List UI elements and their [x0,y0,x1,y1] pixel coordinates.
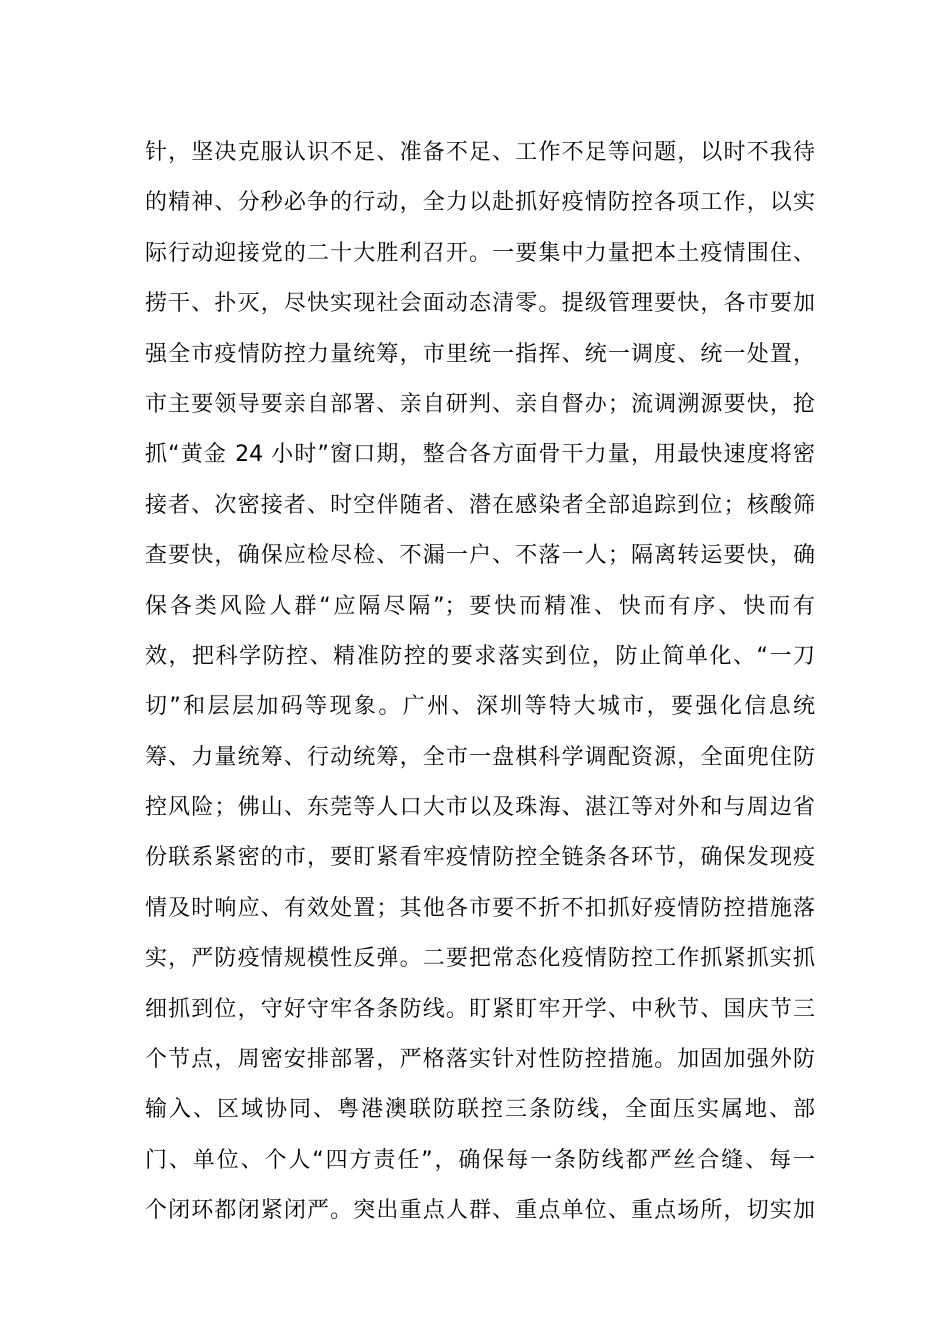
text-line: 个闭环都闭紧闭严。突出重点人群、重点单位、重点场所，切实加 [145,1198,815,1224]
text-line: 情及时响应、有效处置；其他各市要不折不扣抓好疫情防控措施落 [145,895,815,921]
text-line: 控风险；佛山、东莞等人口大市以及珠海、湛江等对外和与周边省 [145,795,815,821]
text-line: 效，把科学防控、精准防控的要求落实到位，防止简单化、“一刀 [145,643,815,669]
text-line: 查要快，确保应检尽检、不漏一户、不落一人；隔离转运要快，确 [145,543,815,569]
text-line: 个节点，周密安排部署，严格落实针对性防控措施。加固加强外防 [145,1047,815,1073]
text-line: 门、单位、个人“四方责任”，确保每一条防线都严丝合缝、每一 [145,1147,815,1173]
text-line: 针，坚决克服认识不足、准备不足、工作不足等问题，以时不我待 [145,140,815,165]
text-line: 接者、次密接者、时空伴随者、潜在感染者全部追踪到位；核酸筛 [145,492,815,518]
text-line: 份联系紧密的市，要盯紧看牢疫情防控全链条各环节，确保发现疫 [145,845,815,871]
text-line: 抓“黄金 24 小时”窗口期，整合各方面骨干力量，用最快速度将密 [145,442,815,468]
text-line: 保各类风险人群“应隔尽隔”；要快而精准、快而有序、快而有 [145,593,815,619]
text-line: 细抓到位，守好守牢各条防线。盯紧盯牢开学、中秋节、国庆节三 [145,996,815,1022]
text-line: 的精神、分秒必争的行动，全力以赴抓好疫情防控各项工作，以实 [145,190,815,216]
text-line: 际行动迎接党的二十大胜利召开。一要集中力量把本土疫情围住、 [145,240,815,266]
text-line: 捞干、扑灭，尽快实现社会面动态清零。提级管理要快，各市要加 [145,291,815,317]
text-line: 市主要领导要亲自部署、亲自研判、亲自督办；流调溯源要快，抢 [145,391,815,417]
text-line: 强全市疫情防控力量统筹，市里统一指挥、统一调度、统一处置， [145,341,815,367]
body-paragraph [145,128,815,1237]
text-line: 筹、力量统筹、行动统筹，全市一盘棋科学调配资源，全面兜住防 [145,744,815,770]
text-line: 切”和层层加码等现象。广州、深圳等特大城市，要强化信息统 [145,694,815,720]
text-line: 实，严防疫情规模性反弹。二要把常态化疫情防控工作抓紧抓实抓 [145,946,815,972]
text-line: 输入、区域协同、粤港澳联防联控三条防线，全面压实属地、部 [145,1097,815,1123]
